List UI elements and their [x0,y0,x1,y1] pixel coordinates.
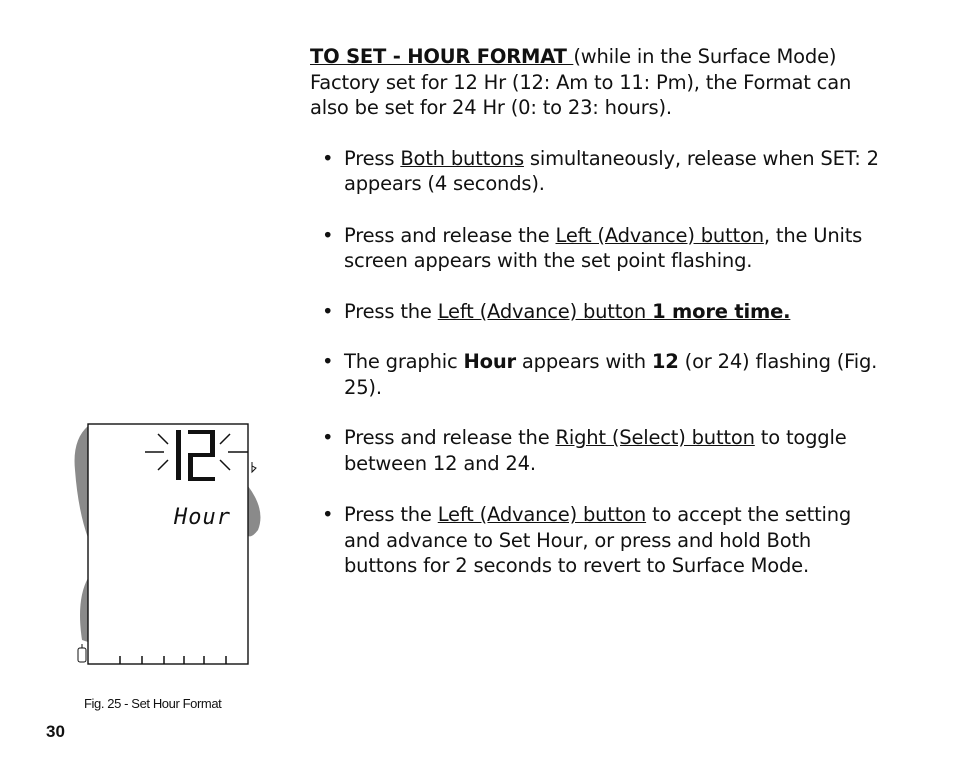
step-text: Press and release the [344,223,556,247]
section-heading: TO SET - HOUR FORMAT [310,45,574,68]
button-reference: Both buttons [400,146,524,170]
step-text: appears with [515,350,652,373]
lcd-display-illustration [70,420,270,670]
page-number: 30 [46,722,65,741]
button-reference: Right (Select) button [555,426,755,449]
emphasis-text: Hour [463,350,516,373]
step-text: Press the [344,503,438,526]
step-item [310,502,890,579]
figure-caption: Fig. 25 - Set Hour Format [84,696,222,711]
step-text: simultaneously, release when SET: 2 appears (4 seconds). [344,146,879,195]
bezel-left-bottom [80,578,88,642]
step-item [310,146,890,197]
side-indicator-icon [252,462,256,472]
step-text: to accept the setting and advance to Set Hour, or press and hold Both buttons for 2 seconds to revert to Surface Mode. [344,503,852,577]
button-reference: Left (Advance) button [555,223,764,247]
display-label: Hour [174,505,231,530]
section-subtitle: (while in the Surface Mode) [573,45,837,68]
step-item [310,223,890,274]
step-text: The graphic [344,350,464,373]
tank-icon [78,644,86,662]
bezel-left-top [75,426,88,538]
intro-paragraph [310,44,890,121]
step-text: Press [344,146,401,170]
step-text: to toggle between 12 and 24. [344,426,847,475]
emphasis-text: 1 more time. [652,299,791,323]
emphasis-text: 12 [651,350,679,373]
step-text: (or 24) flashing (Fig. 25). [344,350,878,399]
steps-list [310,146,890,579]
step-item [310,349,890,400]
step-item [310,299,890,325]
button-reference: Left (Advance) button [437,503,647,526]
bezel-right [248,486,260,536]
step-text: Press the [344,299,438,323]
step-item [310,425,890,476]
instructions-column [310,44,890,579]
lcd-figure [70,420,270,670]
button-reference: Left (Advance) button [437,299,647,323]
step-text: , the Units screen appears with the set point flashing. [344,223,863,272]
step-text: Press and release the [344,426,556,449]
intro-text: Factory set for 12 Hr (12: Am to 11: Pm), the Format can also be set for 24 Hr (0: to 23: hours). [310,70,852,119]
